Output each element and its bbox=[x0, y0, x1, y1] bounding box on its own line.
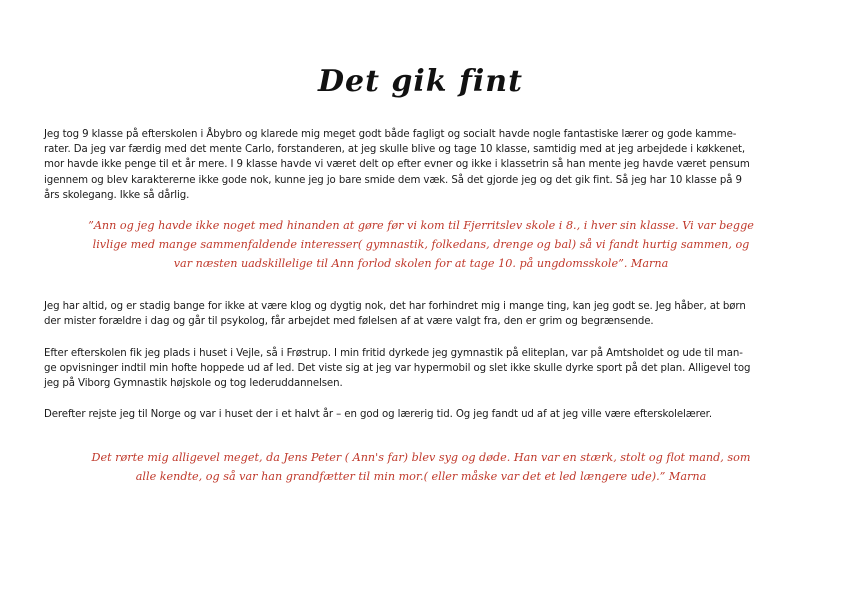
paragraph-gymnastics bbox=[44, 346, 800, 392]
text-line: ge opvisninger indtil min hofte hoppede ud af led. Det viste sig at jeg var hypermobil og slet ikke skulle dyrke sport på det plan. Alligevel tog bbox=[44, 363, 751, 375]
paragraph-norway bbox=[44, 407, 800, 422]
text-line: Efter efterskolen fik jeg plads i huset i Vejle, så i Frøstrup. I min fritid dyrkede jeg gymnastik på eliteplan, var på Amtsholdet og ude til man- bbox=[44, 348, 743, 359]
text-line: Derefter rejste jeg til Norge og var i huset der i et halvt år – en god og lærerig tid. Og jeg fandt ud af at jeg ville være efterskolelærer. bbox=[44, 409, 712, 420]
text-line: der mister forældre i dag og går til psykolog, får arbejdet med følelsen af at være valgt fra, den er grim og begrænsende. bbox=[44, 316, 654, 328]
quote-line: alle kendte, og så var han grandfætter til min mor.( eller måske var det et led længere ude).” Marna bbox=[135, 470, 707, 484]
paragraph-school bbox=[44, 127, 800, 203]
text-line: mor havde ikke penge til et år mere. I 9 klasse havde vi været delt op efter evner og ikke i klassetrin så han mente jeg havde været pensum bbox=[44, 159, 750, 171]
text-line: rater. Da jeg var færdig med det mente Carlo, forstanderen, at jeg skulle blive og tage 10 klasse, samtidig med at jeg arbejdede i køkkenet, bbox=[44, 144, 746, 156]
quote-line: ”Ann og jeg havde ikke noget med hinanden at gøre før vi kom til Fjerritslev skole i 8., i hver sin klasse. Vi var begge bbox=[88, 219, 754, 232]
quote-line: var næsten uadskillelige til Ann forlod skolen for at tage 10. på ungdomsskole”. Marna bbox=[173, 257, 669, 271]
quote-line: livlige med mange sammenfaldende interesser( gymnastik, folkedans, drenge og bal) så vi fandt hurtig sammen, og bbox=[92, 238, 750, 252]
text-line: jeg på Viborg Gymnastik højskole og tog lederuddannelsen. bbox=[44, 378, 343, 390]
quote-marna-ann bbox=[60, 216, 782, 274]
quote-marna-jens-peter bbox=[60, 448, 782, 486]
quote-line: Det rørte mig alligevel meget, da Jens Peter ( Ann's far) blev syg og døde. Han var en stærk, stolt og flot mand, som bbox=[91, 451, 751, 464]
page-title: Det gik fint bbox=[318, 64, 523, 99]
text-line: igennem og blev karaktererne ikke gode nok, kunne jeg jo bare smide dem væk. Så det gjorde jeg og det gik fint. Så jeg har 10 klasse på 9 bbox=[44, 174, 742, 186]
text-line: års skolegang. Ikke så dårlig. bbox=[44, 189, 190, 201]
text-line: Jeg har altid, og er stadig bange for ikke at være klog og dygtig nok, det har forhindret mig i mange ting, kan jeg godt se. Jeg håber, at børn bbox=[44, 301, 746, 312]
paragraph-fear bbox=[44, 299, 800, 329]
text-line: Jeg tog 9 klasse på efterskolen i Åbybro og klarede mig meget godt både fagligt og socialt havde nogle fantastiske lærer og gode kamme- bbox=[44, 129, 737, 140]
